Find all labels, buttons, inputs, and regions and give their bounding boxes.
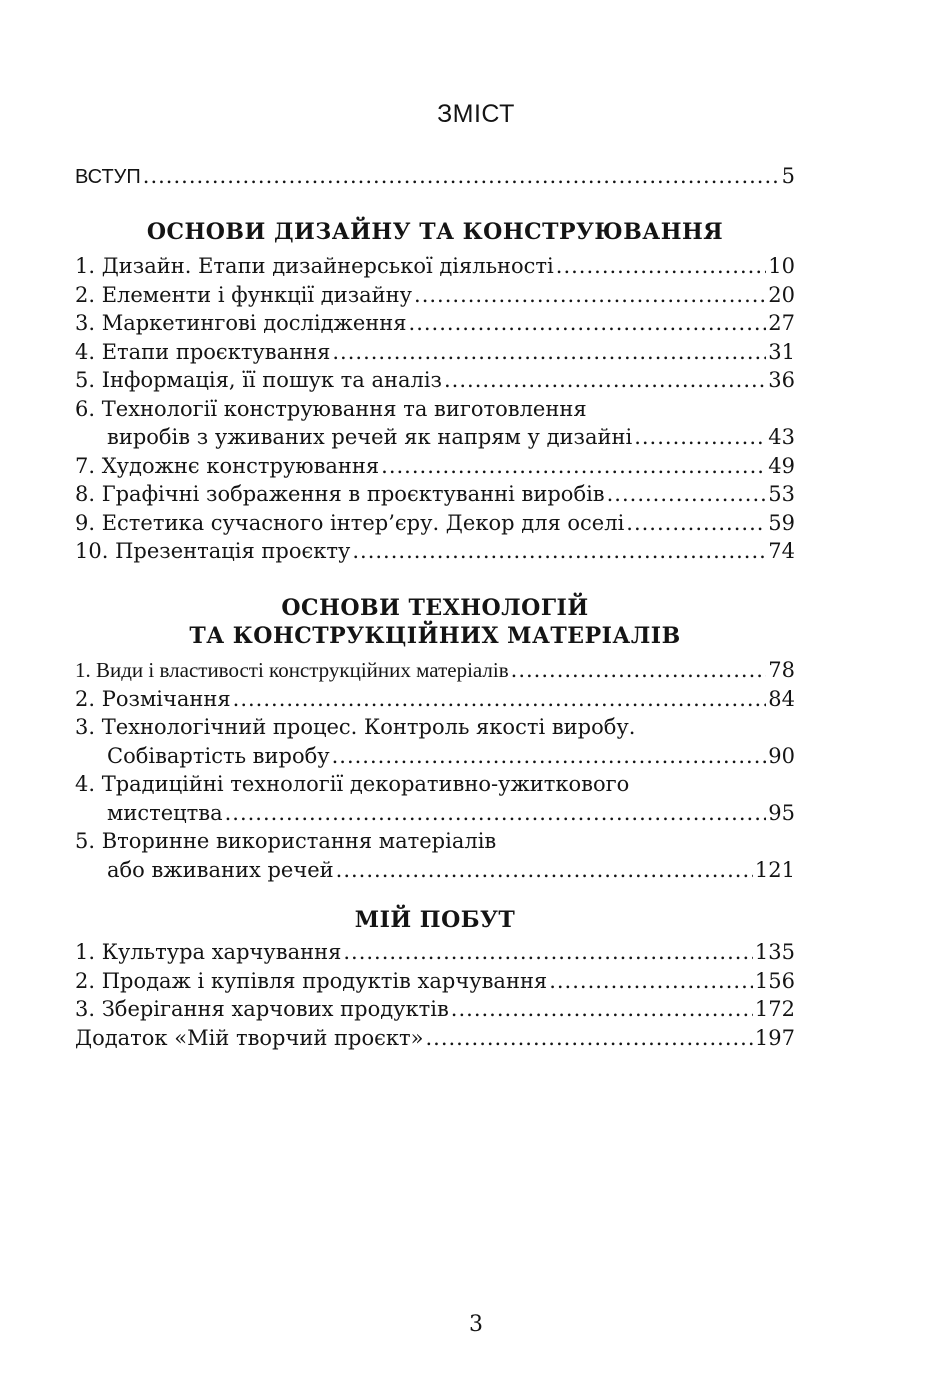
toc-entry-label: 3. Технологічний процес. Контроль якості виробу. [75, 715, 636, 739]
toc-section-design [75, 218, 795, 566]
section-heading-line2: ТА КОНСТРУКЦІЙНИХ МАТЕРІАЛІВ [189, 623, 681, 649]
section-heading: МІЙ ПОБУТ [354, 907, 516, 933]
leader-dots [414, 281, 766, 310]
toc-entry[interactable] [75, 685, 795, 714]
toc-entry[interactable] [75, 938, 795, 967]
toc-entry-label: 6. Технології конструювання та виготовлення [75, 396, 587, 421]
toc-entry-page: 27 [768, 311, 795, 335]
toc-entry-page: 5 [781, 164, 795, 188]
page-title: ЗМІСТ [437, 100, 515, 128]
toc-entry-label: 1. Культура харчування [75, 940, 342, 964]
toc-entry-page: 78 [768, 658, 795, 682]
toc-entry-first-line[interactable] [75, 395, 795, 424]
toc-entry-label-continued: або вживаних речей [107, 857, 334, 882]
leader-dots [143, 162, 780, 191]
toc-entry-page: 121 [754, 857, 795, 882]
toc-entry-page: 74 [768, 539, 795, 563]
leader-dots [225, 799, 767, 828]
toc-entry[interactable] [75, 338, 795, 367]
leader-dots [626, 509, 766, 538]
toc-entry-page: 135 [754, 940, 795, 964]
leader-dots [343, 938, 753, 967]
leader-dots [607, 480, 767, 509]
leader-dots [444, 366, 766, 395]
leader-dots [332, 742, 767, 771]
leader-dots [634, 423, 766, 452]
toc-entry-label: 1. Види і властивості конструкційних матеріалів [75, 658, 509, 682]
toc-entry-page: 197 [754, 1025, 795, 1050]
toc-entry-label: Додаток «Мій творчий проєкт» [75, 1025, 424, 1050]
leader-dots [556, 252, 767, 281]
toc-entry-continuation[interactable] [75, 423, 795, 452]
leader-dots [332, 338, 766, 367]
toc-section-household [75, 906, 795, 1052]
toc-entry-page: 20 [768, 282, 795, 307]
page-number: 3 [469, 1312, 483, 1337]
toc-entry-page: 36 [768, 368, 795, 392]
toc-entry-label: 10. Презентація проєкту [75, 539, 351, 563]
toc-entry-page: 31 [768, 339, 795, 364]
toc-entry-label: 2. Елементи і функції дизайну [75, 282, 413, 307]
toc-entry-page: 90 [768, 743, 795, 768]
leader-dots [352, 537, 766, 566]
leader-dots [409, 309, 767, 338]
toc-entry-page: 43 [768, 425, 795, 449]
toc-entry-label: 4. Етапи проєктування [75, 339, 331, 364]
toc-entry-page: 10 [768, 254, 795, 278]
toc-entry-label: 1. Дизайн. Етапи дизайнерської діяльності [75, 254, 554, 278]
toc-entry[interactable] [75, 537, 795, 566]
toc-entry-label: 7. Художнє конструювання [75, 453, 380, 478]
toc-entry-page: 95 [768, 800, 795, 825]
leader-dots [336, 856, 753, 885]
toc-entry-first-line[interactable] [75, 770, 795, 799]
toc-entry-label-continued: мистецтва [107, 800, 223, 825]
toc-entry-page: 49 [768, 453, 795, 478]
toc-entry[interactable] [75, 480, 795, 509]
leader-dots [425, 1024, 752, 1053]
toc-intro [75, 162, 795, 191]
toc-entry-page: 53 [768, 482, 795, 506]
toc-entry[interactable] [75, 452, 795, 481]
toc-entry-page: 156 [754, 968, 795, 993]
toc-entry[interactable] [75, 995, 795, 1024]
toc-entry[interactable] [75, 281, 795, 310]
toc-entry-label: 8. Графічні зображення в проєктуванні виробів [75, 482, 605, 506]
toc-entry[interactable] [75, 656, 795, 685]
toc-entry[interactable] [75, 252, 795, 281]
toc-entry-label-continued: Собівартість виробу [107, 743, 330, 768]
toc-entry-label: 2. Розмічання [75, 686, 231, 711]
toc-entry[interactable] [75, 967, 795, 996]
section-heading: ОСНОВИ ДИЗАЙНУ ТА КОНСТРУЮВАННЯ [146, 219, 724, 245]
toc-entry-continuation[interactable] [75, 856, 795, 885]
toc-entry-label: 5. Вторинне використання матеріалів [75, 829, 497, 853]
toc-section-technology [75, 594, 795, 884]
leader-dots [511, 656, 767, 685]
toc-entry-intro[interactable] [75, 162, 795, 191]
toc-entry[interactable] [75, 366, 795, 395]
toc-entry[interactable] [75, 509, 795, 538]
toc-entry-continuation[interactable] [75, 799, 795, 828]
leader-dots [549, 967, 753, 996]
leader-dots [381, 452, 766, 481]
toc-entry-label-continued: виробів з уживаних речей як напрям у дизайні [107, 425, 633, 449]
toc-entry-label: 9. Естетика сучасного інтер’єру. Декор для оселі [75, 510, 625, 535]
toc-entry[interactable] [75, 309, 795, 338]
toc-entry-appendix[interactable] [75, 1024, 795, 1053]
toc-entry-first-line[interactable] [75, 713, 795, 742]
section-heading: ОСНОВИ ТЕХНОЛОГІЙ [281, 595, 589, 621]
toc-entry-label: 2. Продаж і купівля продуктів харчування [75, 968, 548, 993]
toc-entry-page: 59 [768, 510, 795, 535]
toc-entry-label: 4. Традиційні технології декоративно-ужиткового [75, 772, 630, 796]
toc-entry-first-line[interactable] [75, 827, 795, 856]
toc-entry-page: 172 [754, 997, 795, 1021]
leader-dots [451, 995, 753, 1024]
toc-entry-label: ВСТУП [75, 166, 141, 188]
leader-dots [233, 685, 767, 714]
toc-entry-label: 3. Зберігання харчових продуктів [75, 997, 449, 1021]
toc-entry-label: 5. Інформація, її пошук та аналіз [75, 368, 442, 392]
toc-entry-page: 84 [768, 686, 795, 711]
toc-entry-continuation[interactable] [75, 742, 795, 771]
toc-entry-label: 3. Маркетингові дослідження [75, 311, 407, 335]
